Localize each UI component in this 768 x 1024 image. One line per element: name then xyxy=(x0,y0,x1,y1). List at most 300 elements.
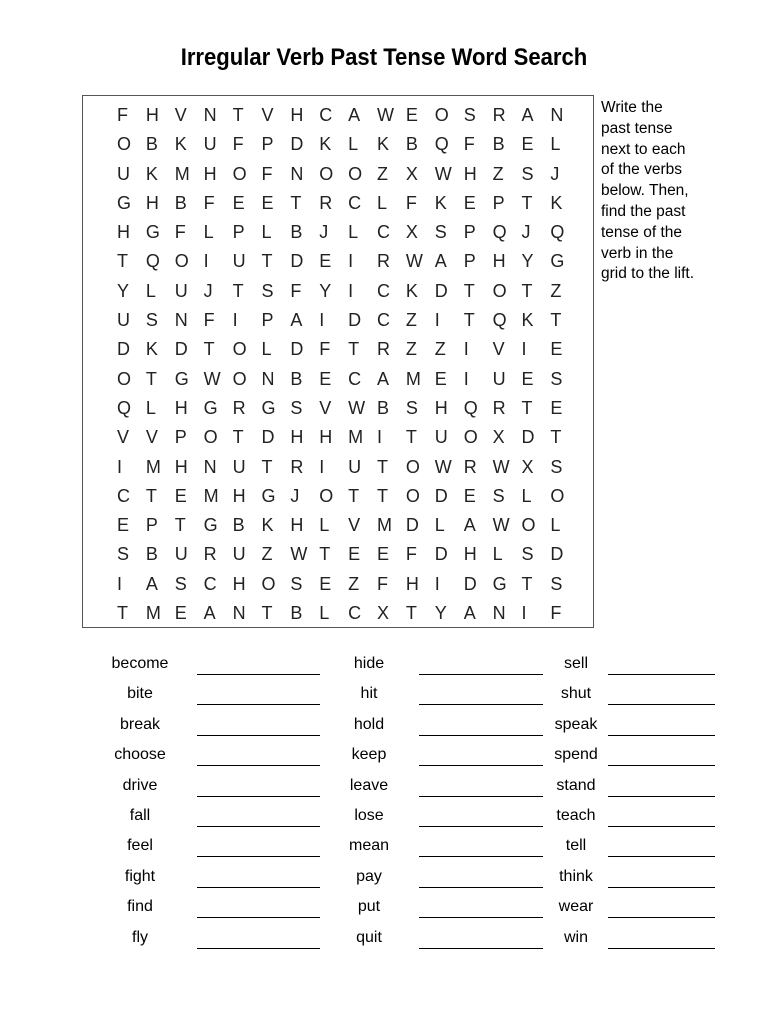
grid-letter: J xyxy=(290,485,300,506)
grid-letter: U xyxy=(232,251,246,272)
verb-label: put xyxy=(357,898,381,916)
grid-letter: L xyxy=(377,192,388,213)
grid-letter: T xyxy=(145,485,157,506)
grid-letter: G xyxy=(145,222,160,243)
grid-letter: U xyxy=(232,544,246,565)
grid-letter: W xyxy=(203,368,221,389)
answer-blank[interactable] xyxy=(197,917,320,918)
grid-letter: R xyxy=(377,339,391,360)
grid-letter: U xyxy=(203,134,217,155)
grid-letter: T xyxy=(377,485,389,506)
grid-letter: Y xyxy=(117,280,130,301)
grid-letter: D xyxy=(348,310,362,331)
grid-letter: R xyxy=(203,544,217,565)
grid-letter: X xyxy=(377,603,390,624)
grid-letter: N xyxy=(174,310,188,331)
grid-letter: F xyxy=(290,280,302,301)
grid-letter: L xyxy=(550,515,561,536)
grid-letter: K xyxy=(434,192,447,213)
grid-letter: B xyxy=(232,515,245,536)
answer-blank[interactable] xyxy=(197,735,320,736)
grid-letter: E xyxy=(117,515,130,536)
grid-letter: W xyxy=(290,544,308,565)
grid-letter: O xyxy=(319,485,334,506)
answer-blank[interactable] xyxy=(608,887,715,888)
grid-letter: O xyxy=(463,427,478,448)
grid-letter: T xyxy=(117,603,128,624)
grid-letter: O xyxy=(117,134,132,155)
grid-letter: I xyxy=(377,427,383,448)
grid-letter: H xyxy=(232,485,246,506)
verb-label: fight xyxy=(124,867,156,885)
grid-letter: F xyxy=(174,222,186,243)
grid-letter: V xyxy=(319,397,332,418)
page-title: Irregular Verb Past Tense Word Search xyxy=(180,44,588,71)
grid-letter: U xyxy=(492,368,506,389)
grid-letter: K xyxy=(145,163,158,184)
grid-letter: T xyxy=(550,310,562,331)
word-search-grid xyxy=(113,104,575,631)
grid-letter: N xyxy=(550,105,564,125)
verb-label: hold xyxy=(353,715,385,733)
grid-letter: A xyxy=(463,603,476,624)
grid-letter: J xyxy=(319,222,329,243)
grid-letter: F xyxy=(405,192,417,213)
grid-letter: C xyxy=(377,222,391,243)
grid-letter: C xyxy=(319,105,333,125)
grid-letter: H xyxy=(203,163,217,184)
answer-blank[interactable] xyxy=(419,948,543,949)
answer-blank[interactable] xyxy=(197,887,320,888)
grid-letter: L xyxy=(348,134,359,155)
verb-label: fly xyxy=(132,928,148,946)
grid-letter: I xyxy=(117,573,123,594)
grid-letter: G xyxy=(550,251,565,272)
grid-letter: D xyxy=(434,544,448,565)
grid-letter: N xyxy=(492,603,506,624)
answer-blank[interactable] xyxy=(419,735,543,736)
grid-letter: U xyxy=(348,456,362,477)
answer-blank[interactable] xyxy=(419,704,543,705)
grid-letter: A xyxy=(145,573,158,594)
grid-letter: V xyxy=(492,339,505,360)
verb-label: win xyxy=(563,928,588,946)
answer-blank[interactable] xyxy=(419,887,543,888)
grid-letter: K xyxy=(405,280,418,301)
instruction-line: tense of the xyxy=(601,223,683,241)
grid-letter: H xyxy=(145,192,159,213)
verb-label: shut xyxy=(560,685,592,703)
grid-letter: F xyxy=(261,163,273,184)
grid-letter: L xyxy=(145,280,156,301)
grid-letter: G xyxy=(203,397,218,418)
grid-letter: X xyxy=(405,163,418,184)
grid-letter: T xyxy=(174,515,186,536)
grid-letter: O xyxy=(203,427,218,448)
answer-blank[interactable] xyxy=(419,826,543,827)
grid-letter: P xyxy=(145,515,158,536)
grid-letter: E xyxy=(319,368,332,389)
grid-letter: I xyxy=(434,573,440,594)
grid-letter: Z xyxy=(492,163,504,184)
grid-letter: T xyxy=(405,603,417,624)
grid-letter: N xyxy=(290,163,304,184)
grid-letter: O xyxy=(405,485,420,506)
grid-letter: G xyxy=(203,515,218,536)
grid-letter: I xyxy=(463,339,469,360)
grid-letter: Z xyxy=(261,544,273,565)
verb-label: think xyxy=(559,867,593,885)
grid-letter: B xyxy=(145,134,158,155)
grid-letter: M xyxy=(348,427,364,448)
grid-letter: Z xyxy=(550,280,562,301)
grid-letter: U xyxy=(117,310,130,331)
grid-letter: H xyxy=(290,515,304,536)
grid-letter: D xyxy=(521,427,535,448)
grid-letter: U xyxy=(174,544,188,565)
grid-letter: H xyxy=(492,251,506,272)
instruction-line: find the past xyxy=(601,202,686,220)
grid-letter: D xyxy=(550,544,564,565)
grid-letter: O xyxy=(319,163,334,184)
grid-letter: E xyxy=(550,397,563,418)
grid-letter: E xyxy=(348,544,361,565)
grid-letter: J xyxy=(203,280,213,301)
grid-letter: T xyxy=(463,280,475,301)
grid-letter: A xyxy=(434,251,447,272)
grid-letter: Q xyxy=(463,397,478,418)
grid-letter: D xyxy=(434,485,448,506)
grid-letter: Q xyxy=(550,222,565,243)
answer-blank[interactable] xyxy=(608,765,715,766)
grid-letter: E xyxy=(319,251,332,272)
verb-label: pay xyxy=(356,867,382,885)
grid-letter: S xyxy=(492,485,505,506)
grid-letter: E xyxy=(521,368,534,389)
grid-letter: X xyxy=(405,222,418,243)
grid-letter: Q xyxy=(145,251,160,272)
answer-blank[interactable] xyxy=(608,856,715,857)
grid-letter: H xyxy=(117,222,130,243)
answer-blank[interactable] xyxy=(197,796,320,797)
grid-letter: L xyxy=(261,222,272,243)
grid-letter: N xyxy=(261,368,275,389)
grid-letter: T xyxy=(203,339,215,360)
grid-letter: N xyxy=(232,603,246,624)
grid-letter: V xyxy=(348,515,361,536)
grid-letter: P xyxy=(261,310,274,331)
instruction-line: grid to the lift. xyxy=(601,265,695,283)
instruction-line: Write the xyxy=(601,99,663,116)
grid-letter: T xyxy=(348,339,360,360)
grid-letter: E xyxy=(405,105,418,125)
grid-letter: V xyxy=(261,105,274,125)
verb-label: mean xyxy=(348,837,390,855)
grid-letter: D xyxy=(290,134,304,155)
grid-letter: E xyxy=(434,368,447,389)
verb-label: bite xyxy=(127,685,153,703)
grid-letter: O xyxy=(232,339,247,360)
grid-letter: J xyxy=(550,163,560,184)
grid-letter: H xyxy=(463,544,477,565)
grid-letter: C xyxy=(348,192,362,213)
verb-label: drive xyxy=(122,776,158,794)
grid-letter: M xyxy=(145,603,161,624)
grid-letter: K xyxy=(550,192,563,213)
grid-letter: M xyxy=(203,485,219,506)
grid-letter: X xyxy=(492,427,505,448)
verb-label: lose xyxy=(354,806,384,824)
grid-letter: T xyxy=(261,603,273,624)
grid-letter: P xyxy=(174,427,187,448)
grid-letter: P xyxy=(232,222,245,243)
grid-letter: T xyxy=(290,192,302,213)
grid-letter: B xyxy=(174,192,187,213)
grid-letter: D xyxy=(405,515,419,536)
answer-blank[interactable] xyxy=(419,674,543,675)
grid-letter: K xyxy=(261,515,274,536)
grid-letter: H xyxy=(174,456,188,477)
grid-letter: A xyxy=(463,515,476,536)
verb-label: become xyxy=(111,655,169,672)
grid-letter: P xyxy=(463,251,476,272)
grid-letter: Q xyxy=(117,397,132,418)
grid-letter: L xyxy=(521,485,532,506)
answer-blank[interactable] xyxy=(608,917,715,918)
grid-letter: G xyxy=(174,368,189,389)
grid-letter: K xyxy=(174,134,187,155)
grid-letter: P xyxy=(261,134,274,155)
grid-letter: R xyxy=(290,456,304,477)
grid-letter: Z xyxy=(405,310,417,331)
grid-letter: Y xyxy=(521,251,534,272)
grid-letter: M xyxy=(145,456,161,477)
instruction-line: of the verbs xyxy=(601,161,682,179)
grid-letter: A xyxy=(203,603,216,624)
grid-letter: B xyxy=(377,397,390,418)
grid-letter: F xyxy=(117,105,128,125)
grid-letter: I xyxy=(232,310,238,331)
grid-letter: I xyxy=(434,310,440,331)
grid-letter: T xyxy=(463,310,475,331)
grid-letter: E xyxy=(377,544,390,565)
grid-letter: E xyxy=(232,192,245,213)
grid-letter: I xyxy=(463,368,469,389)
verb-label: tell xyxy=(565,837,587,855)
instruction-line: past tense xyxy=(601,119,673,137)
answer-blank[interactable] xyxy=(197,674,320,675)
grid-letter: E xyxy=(463,192,476,213)
grid-letter: S xyxy=(463,105,476,125)
grid-letter: I xyxy=(348,280,354,301)
grid-letter: F xyxy=(550,603,562,624)
grid-letter: D xyxy=(261,427,275,448)
verb-label: fall xyxy=(129,806,151,824)
grid-letter: O xyxy=(232,368,247,389)
grid-letter: Q xyxy=(492,222,507,243)
grid-letter: S xyxy=(434,222,447,243)
verb-label: choose xyxy=(114,746,166,764)
grid-letter: O xyxy=(550,485,565,506)
grid-letter: O xyxy=(117,368,132,389)
grid-letter: T xyxy=(521,280,533,301)
verb-label: stand xyxy=(556,776,596,794)
grid-letter: O xyxy=(405,456,420,477)
grid-letter: E xyxy=(550,339,563,360)
verb-label: find xyxy=(127,898,153,916)
grid-letter: T xyxy=(521,397,533,418)
grid-letter: O xyxy=(521,515,536,536)
grid-letter: S xyxy=(290,573,303,594)
grid-letter: C xyxy=(203,573,217,594)
grid-letter: T xyxy=(232,105,244,125)
grid-letter: T xyxy=(261,456,273,477)
verb-label: keep xyxy=(351,746,387,764)
verb-label: sell xyxy=(563,655,588,672)
grid-letter: A xyxy=(377,368,390,389)
grid-letter: S xyxy=(261,280,274,301)
grid-letter: T xyxy=(521,192,533,213)
grid-letter: U xyxy=(117,163,130,184)
grid-letter: E xyxy=(174,603,187,624)
grid-letter: P xyxy=(463,222,476,243)
grid-letter: A xyxy=(521,105,534,125)
grid-letter: L xyxy=(550,134,561,155)
grid-letter: F xyxy=(377,573,389,594)
grid-letter: Z xyxy=(377,163,389,184)
grid-letter: M xyxy=(377,515,393,536)
verb-label: break xyxy=(119,715,161,733)
grid-letter: S xyxy=(405,397,418,418)
answer-blank[interactable] xyxy=(197,826,320,827)
grid-letter: F xyxy=(319,339,331,360)
grid-letter: R xyxy=(232,397,246,418)
grid-letter: U xyxy=(232,456,246,477)
grid-letter: L xyxy=(145,397,156,418)
instructions xyxy=(601,98,761,285)
grid-letter: D xyxy=(290,339,304,360)
grid-letter: S xyxy=(174,573,187,594)
grid-letter: S xyxy=(550,573,563,594)
grid-letter: O xyxy=(492,280,507,301)
grid-letter: S xyxy=(521,544,534,565)
grid-letter: B xyxy=(290,603,303,624)
answer-blank[interactable] xyxy=(608,796,715,797)
grid-letter: S xyxy=(550,456,563,477)
grid-letter: T xyxy=(232,427,244,448)
answer-blank[interactable] xyxy=(608,704,715,705)
grid-letter: S xyxy=(117,544,130,565)
grid-letter: S xyxy=(521,163,534,184)
grid-letter: T xyxy=(521,573,533,594)
answer-blank[interactable] xyxy=(419,856,543,857)
grid-letter: E xyxy=(174,485,187,506)
grid-letter: R xyxy=(377,251,391,272)
grid-letter: S xyxy=(145,310,158,331)
instruction-line: below. Then, xyxy=(601,182,689,200)
grid-letter: T xyxy=(377,456,389,477)
grid-letter: G xyxy=(117,192,132,213)
grid-letter: D xyxy=(117,339,130,360)
grid-letter: H xyxy=(232,573,246,594)
grid-letter: X xyxy=(521,456,534,477)
grid-letter: I xyxy=(203,251,209,272)
verb-label: quit xyxy=(356,928,382,946)
grid-letter: R xyxy=(492,105,506,125)
grid-letter: H xyxy=(434,397,448,418)
verb-label: hide xyxy=(353,655,385,672)
answer-blank[interactable] xyxy=(197,765,320,766)
grid-letter: L xyxy=(203,222,214,243)
grid-letter: C xyxy=(348,603,362,624)
grid-letter: W xyxy=(434,456,452,477)
grid-letter: D xyxy=(174,339,188,360)
grid-letter: L xyxy=(319,603,330,624)
grid-letter: O xyxy=(261,573,276,594)
grid-letter: I xyxy=(319,310,325,331)
grid-letter: C xyxy=(377,310,391,331)
grid-letter: T xyxy=(232,280,244,301)
grid-letter: G xyxy=(261,397,276,418)
grid-letter: C xyxy=(348,368,362,389)
grid-letter: H xyxy=(145,105,159,125)
verb-label: feel xyxy=(127,837,153,855)
grid-letter: O xyxy=(232,163,247,184)
verb-label: hit xyxy=(360,685,378,703)
grid-letter: Q xyxy=(434,134,449,155)
answer-blank[interactable] xyxy=(608,735,715,736)
verb-label: spend xyxy=(554,746,598,764)
grid-letter: H xyxy=(174,397,188,418)
grid-letter: G xyxy=(261,485,276,506)
grid-letter: F xyxy=(203,310,215,331)
grid-letter: T xyxy=(319,544,331,565)
grid-letter: O xyxy=(174,251,189,272)
grid-letter: K xyxy=(319,134,332,155)
grid-letter: D xyxy=(434,280,448,301)
grid-letter: L xyxy=(434,515,445,536)
answer-blank[interactable] xyxy=(608,826,715,827)
answer-blank[interactable] xyxy=(197,704,320,705)
grid-letter: Y xyxy=(434,603,447,624)
answer-blank[interactable] xyxy=(197,856,320,857)
grid-letter: D xyxy=(290,251,304,272)
instruction-line: next to each xyxy=(601,140,686,158)
answer-blank[interactable] xyxy=(419,917,543,918)
answer-blank[interactable] xyxy=(608,674,715,675)
grid-letter: B xyxy=(492,134,505,155)
grid-letter: G xyxy=(492,573,507,594)
grid-letter: L xyxy=(348,222,359,243)
answer-blank[interactable] xyxy=(608,948,715,949)
verb-label: leave xyxy=(349,776,389,794)
answer-blank[interactable] xyxy=(419,765,543,766)
grid-letter: H xyxy=(290,427,304,448)
grid-letter: E xyxy=(521,134,534,155)
grid-letter: T xyxy=(261,251,273,272)
verb-label: wear xyxy=(558,898,594,916)
grid-letter: V xyxy=(174,105,187,125)
grid-letter: I xyxy=(521,603,527,624)
grid-letter: T xyxy=(348,485,360,506)
grid-letter: N xyxy=(203,456,217,477)
answer-blank[interactable] xyxy=(197,948,320,949)
grid-letter: H xyxy=(405,573,419,594)
grid-letter: Q xyxy=(492,310,507,331)
answer-blank[interactable] xyxy=(419,796,543,797)
grid-letter: W xyxy=(348,397,366,418)
grid-letter: W xyxy=(434,163,452,184)
